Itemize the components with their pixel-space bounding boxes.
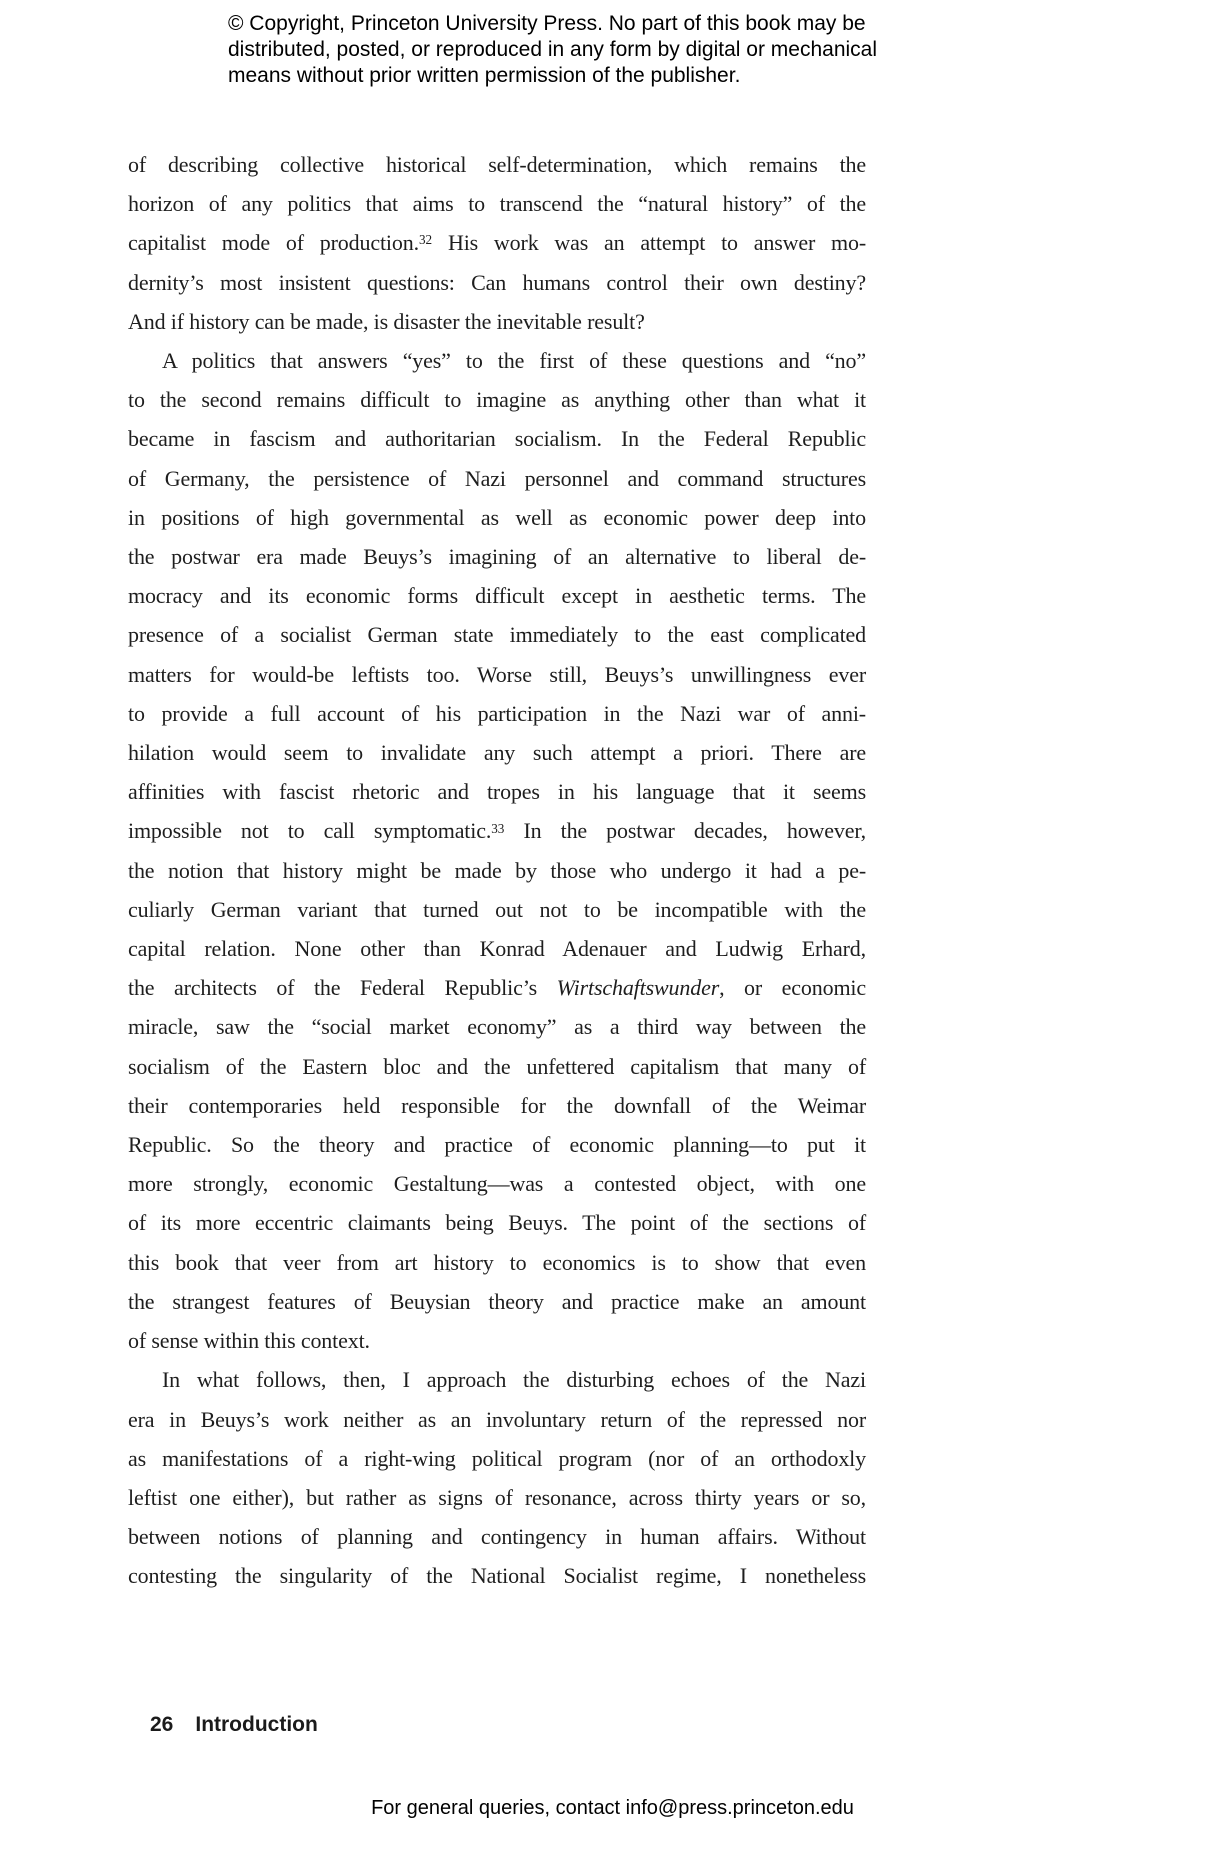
- text-line: matters for would-be leftists too. Worse still, Beuys’s unwillingness ever: [128, 661, 866, 687]
- text-line: in positions of high governmental as well as economic power deep into: [128, 504, 866, 530]
- running-footer: [150, 1712, 318, 1737]
- text-line: contesting the singularity of the National Socialist regime, I nonetheless: [128, 1563, 866, 1589]
- text-line: Republic. So the theory and practice of economic planning—to put it: [128, 1132, 866, 1158]
- text-line: leftist one either), but rather as signs of resonance, across thirty years or so,: [128, 1484, 866, 1510]
- footnote-reference: 33: [491, 820, 505, 836]
- text-line: of sense within this context.: [128, 1328, 370, 1354]
- text-line: became in fascism and authoritarian socialism. In the Federal Republic: [128, 426, 866, 452]
- text-line: miracle, saw the “social market economy” as a third way between the: [128, 1014, 866, 1040]
- text-line: this book that veer from art history to economics is to show that even: [128, 1249, 866, 1275]
- text-line: capitalist mode of production.$^{32}$ His work was an attempt to answer mo-: [128, 230, 867, 256]
- text-line: the notion that history might be made by those who undergo it had a pe-: [128, 857, 866, 883]
- text-line: In what follows, then, I approach the disturbing echoes of the Nazi: [162, 1367, 866, 1393]
- text-line: to provide a full account of his participation in the Nazi war of anni-: [128, 700, 866, 726]
- text-line: presence of a socialist German state immediately to the east complicated: [128, 622, 866, 648]
- text-line: as manifestations of a right-wing political program (nor of an orthodoxly: [128, 1445, 866, 1471]
- paragraph: [128, 341, 866, 1360]
- text-line: the architects of the Federal Republic’s Wirtschaftswunder, or economic: [128, 975, 866, 1001]
- text-line: to the second remains difficult to imagine as anything other than what it: [128, 387, 866, 413]
- folio-section-title: Introduction: [195, 1713, 318, 1736]
- text-line: mocracy and its economic forms difficult except in aesthetic terms. The: [128, 583, 866, 609]
- text-line: impossible not to call symptomatic.$^{33}$ In the postwar decades, however,: [128, 818, 867, 844]
- text-line: more strongly, economic Gestaltung—was a contested object, with one: [128, 1171, 866, 1197]
- copyright-notice: [228, 11, 877, 89]
- folio-page-number: 26: [150, 1713, 174, 1736]
- text-line: between notions of planning and contingency in human affairs. Without: [128, 1524, 866, 1550]
- italic-term: Wirtschaftswunder: [556, 975, 720, 1001]
- text-line: affinities with fascist rhetoric and tropes in his language that it seems: [128, 779, 866, 805]
- text-line: the strangest features of Beuysian theory and practice make an amount: [128, 1288, 866, 1314]
- paragraph: [128, 145, 866, 341]
- text-line: socialism of the Eastern bloc and the unfettered capitalism that many of: [128, 1053, 866, 1079]
- copyright-line: distributed, posted, or reproduced in any form by digital or mechanical: [228, 38, 878, 61]
- text-line: era in Beuys’s work neither as an involuntary return of the repressed nor: [128, 1406, 866, 1432]
- text-line: capital relation. None other than Konrad Adenauer and Ludwig Erhard,: [128, 936, 866, 962]
- body-text: [128, 145, 866, 1596]
- text-line: of describing collective historical self-determination, which remains the: [128, 152, 866, 177]
- text-line: And if history can be made, is disaster the inevitable result?: [128, 308, 645, 334]
- query-notice: For general queries, contact info@press.princeton.edu: [371, 1797, 854, 1819]
- text-line: culiarly German variant that turned out not to be incompatible with the: [128, 896, 866, 922]
- footnote-reference: 32: [418, 232, 433, 248]
- text-line: hilation would seem to invalidate any such attempt a priori. There are: [128, 740, 866, 766]
- text-line: of its more eccentric claimants being Beuys. The point of the sections of: [128, 1210, 866, 1236]
- text-line: their contemporaries held responsible for the downfall of the Weimar: [128, 1092, 866, 1118]
- text-line: of Germany, the persistence of Nazi personnel and command structures: [128, 465, 866, 491]
- text-line: dernity’s most insistent questions: Can humans control their own destiny?: [128, 269, 866, 295]
- text-line: A politics that answers “yes” to the first of these questions and “no”: [162, 348, 866, 374]
- paragraph: [128, 1360, 866, 1595]
- text-line: horizon of any politics that aims to transcend the “natural history” of the: [128, 191, 866, 217]
- copyright-line: means without prior written permission of the publisher.: [228, 64, 741, 87]
- copyright-line: © Copyright, Princeton University Press. No part of this book may be: [228, 12, 866, 35]
- text-line: the postwar era made Beuys’s imagining of an alternative to liberal de-: [128, 544, 866, 570]
